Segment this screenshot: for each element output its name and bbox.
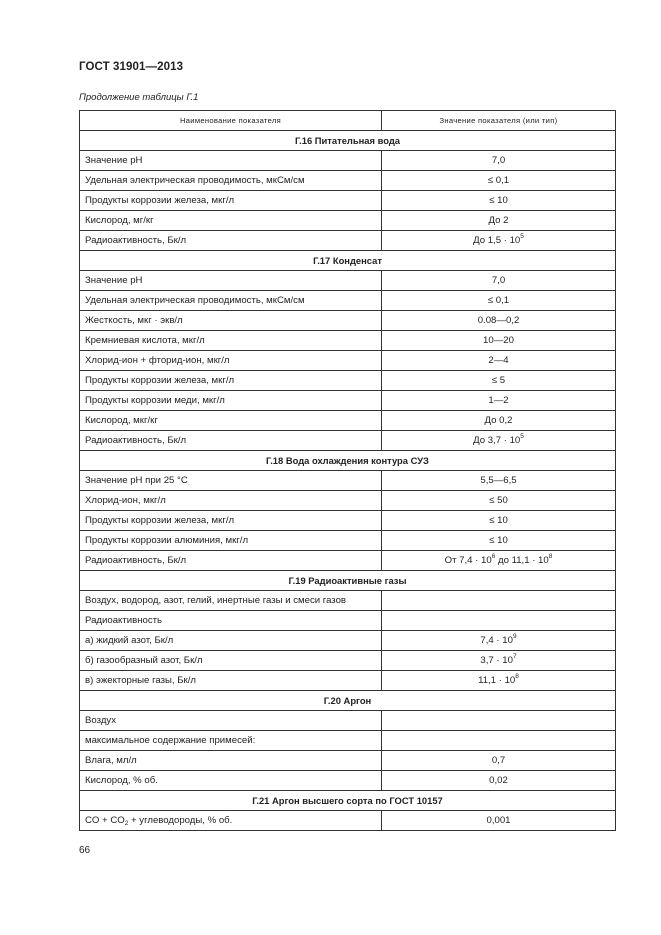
parameter-value: До $1,5 \cdot 10^5$	[382, 231, 616, 251]
section-header-row	[80, 451, 616, 471]
parameter-name: Хлорид-ион + фторид-ион, мкг/л	[80, 351, 382, 371]
table-row	[80, 331, 616, 351]
parameter-name: Значение pH	[80, 271, 382, 291]
section-title: Г.19 Радиоактивные газы	[80, 571, 616, 591]
section-header-row	[80, 691, 616, 711]
specifications-table	[79, 110, 616, 831]
table-row	[80, 351, 616, 371]
parameter-name: Удельная электрическая проводимость, мкСм/см	[80, 291, 382, 311]
parameter-name: Радиоактивность, Бк/л	[80, 231, 382, 251]
parameter-value: ≤ 10	[382, 191, 616, 211]
parameter-name: Продукты коррозии железа, мкг/л	[80, 191, 382, 211]
section-title: Г.21 Аргон высшего сорта по ГОСТ 10157	[80, 791, 616, 811]
table-row	[80, 311, 616, 331]
parameter-value	[382, 611, 616, 631]
parameter-value: 1—2	[382, 391, 616, 411]
table-header-row	[80, 111, 616, 131]
table-row	[80, 811, 616, 831]
section-header-row	[80, 791, 616, 811]
table-row	[80, 171, 616, 191]
standard-title: ГОСТ 31901—2013	[79, 61, 184, 73]
parameter-name: Кислород, % об.	[80, 771, 382, 791]
table-caption: Продолжение таблицы Г.1	[79, 92, 199, 103]
parameter-value: 0,7	[382, 751, 616, 771]
table-row	[80, 391, 616, 411]
parameter-value: 7,0	[382, 151, 616, 171]
table-row	[80, 371, 616, 391]
table-row	[80, 491, 616, 511]
table-row	[80, 411, 616, 431]
table-body	[80, 131, 616, 831]
parameter-value: 5,5—6,5	[382, 471, 616, 491]
section-header-row	[80, 571, 616, 591]
table-row	[80, 291, 616, 311]
parameter-value: $11,1 \cdot 10^8$	[382, 671, 616, 691]
parameter-name: б) газообразный азот, Бк/л	[80, 651, 382, 671]
parameter-name: Значение pH	[80, 151, 382, 171]
parameter-value: От $7,4 \cdot 10^6$ до $11,1 \cdot 10^8$	[382, 551, 616, 571]
table-row	[80, 751, 616, 771]
table-row	[80, 551, 616, 571]
parameter-name: в) эжекторные газы, Бк/л	[80, 671, 382, 691]
parameter-name: Продукты коррозии меди, мкг/л	[80, 391, 382, 411]
parameter-name: Кислород, мг/кг	[80, 211, 382, 231]
parameter-name: Продукты коррозии железа, мкг/л	[80, 371, 382, 391]
parameter-value: 0,001	[382, 811, 616, 831]
section-header-row	[80, 251, 616, 271]
parameter-value: 7,0	[382, 271, 616, 291]
table-row	[80, 511, 616, 531]
column-header-name: Наименование показателя	[80, 111, 382, 131]
section-header-row	[80, 131, 616, 151]
parameter-name: Радиоактивность, Бк/л	[80, 431, 382, 451]
table-row	[80, 531, 616, 551]
parameter-value	[382, 591, 616, 611]
parameter-value: До 2	[382, 211, 616, 231]
parameter-value: $3,7 \cdot 10^7$	[382, 651, 616, 671]
section-title: Г.18 Вода охлаждения контура СУЗ	[80, 451, 616, 471]
table-row	[80, 611, 616, 631]
parameter-value: $7,4 \cdot 10^9$	[382, 631, 616, 651]
parameter-name: CO + $CO_2$ + углеводороды, % об.	[80, 811, 382, 831]
table-row	[80, 191, 616, 211]
table-row	[80, 731, 616, 751]
parameter-name: Хлорид-ион, мкг/л	[80, 491, 382, 511]
parameter-value: ≤ 5	[382, 371, 616, 391]
parameter-value: 10—20	[382, 331, 616, 351]
parameter-value: 0.08—0,2	[382, 311, 616, 331]
section-title: Г.16 Питательная вода	[80, 131, 616, 151]
parameter-value: ≤ 10	[382, 531, 616, 551]
parameter-name: Радиоактивность, Бк/л	[80, 551, 382, 571]
table-row	[80, 231, 616, 251]
parameter-name: Радиоактивность	[80, 611, 382, 631]
page-number: 66	[79, 845, 91, 856]
table-row	[80, 631, 616, 651]
table-row	[80, 211, 616, 231]
parameter-name: максимальное содержание примесей:	[80, 731, 382, 751]
table-row	[80, 651, 616, 671]
parameter-name: Жесткость, мкг · экв/л	[80, 311, 382, 331]
parameter-value: 2—4	[382, 351, 616, 371]
parameter-value	[382, 711, 616, 731]
section-title: Г.20 Аргон	[80, 691, 616, 711]
parameter-value: 0,02	[382, 771, 616, 791]
column-header-value: Значение показателя (или тип)	[382, 111, 616, 131]
table-row	[80, 271, 616, 291]
parameter-name: Продукты коррозии алюминия, мкг/л	[80, 531, 382, 551]
parameter-name: Воздух, водород, азот, гелий, инертные газы и смеси газов	[80, 591, 382, 611]
table-row	[80, 151, 616, 171]
parameter-value: ≤ 50	[382, 491, 616, 511]
table-row	[80, 431, 616, 451]
table-row	[80, 471, 616, 491]
table-row	[80, 591, 616, 611]
parameter-name: а) жидкий азот, Бк/л	[80, 631, 382, 651]
parameter-name: Влага, мл/л	[80, 751, 382, 771]
section-title: Г.17 Конденсат	[80, 251, 616, 271]
parameter-name: Кислород, мкг/кг	[80, 411, 382, 431]
parameter-value: До $3,7 \cdot 10^5$	[382, 431, 616, 451]
parameter-name: Кремниевая кислота, мкг/л	[80, 331, 382, 351]
parameter-name: Воздух	[80, 711, 382, 731]
table-row	[80, 711, 616, 731]
parameter-value: ≤ 0,1	[382, 291, 616, 311]
parameter-value: ≤ 0,1	[382, 171, 616, 191]
parameter-name: Удельная электрическая проводимость, мкСм/см	[80, 171, 382, 191]
parameter-name: Продукты коррозии железа, мкг/л	[80, 511, 382, 531]
table-row	[80, 771, 616, 791]
parameter-value	[382, 731, 616, 751]
table-row	[80, 671, 616, 691]
parameter-name: Значение pH при 25 °С	[80, 471, 382, 491]
parameter-value: ≤ 10	[382, 511, 616, 531]
parameter-value: До 0,2	[382, 411, 616, 431]
